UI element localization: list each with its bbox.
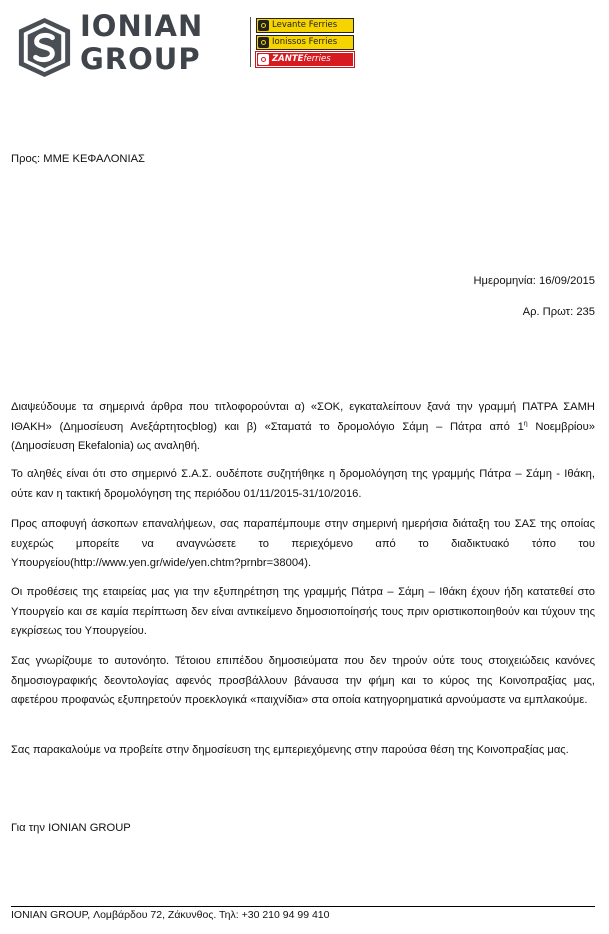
footer-divider: [11, 906, 595, 907]
recipient-line: Προς: ΜΜΕ ΚΕΦΑΛΟΝΙΑΣ: [11, 153, 145, 165]
footer-contact: IONIAN GROUP, Λομβάρδου 72, Ζάκυνθος. Τηλ: +30 210 94 99 410: [11, 909, 330, 921]
company-name-line1: IONIAN: [80, 9, 204, 43]
paragraph-request: Σας παρακαλούμε να προβείτε στην δημοσίευση της εμπεριεχόμενης στην παρούσα θέση της Κοινοπραξίας μας.: [11, 744, 569, 756]
letter-date: Ημερομηνία: 16/09/2015: [473, 275, 595, 287]
paragraph-intentions: Οι προθέσεις της εταιρείας μας για την εξυπηρέτηση της γραμμής Πάτρα – Σάμη – Ιθάκη έχουν ήδη κατατεθεί στο Υπουργείο και σε καμία περίπτωση δεν είναι αντικείμενο δημοσιοποίησής τους πριν οριστικοποιηθούν και τύχουν της εγκρίσεως του Υπουργείου.: [11, 586, 595, 637]
ionissos-ferries-badge: Ionissos Ferries: [256, 35, 354, 50]
protocol-number: Αρ. Πρωτ: 235: [522, 306, 595, 318]
header-divider: [250, 17, 251, 67]
levante-ferries-badge: Levante Ferries: [256, 18, 354, 33]
paragraph-denial: Διαψεύδουμε τα σημερινά άρθρα που τιτλοφορούνται α) «ΣΟΚ, εγκαταλείπουν ξανά την γραμμή ΠΑΤΡΑ ΣΑΜΗ ΙΘΑΚΗ» (Δημοσίευση Ανεξάρτητοςblog) και β) «Σταματά το δρομολόγιο Σάμη – Πάτρα από $1^\eta$ Νοεμβρίου» (Δημοσίευση Ekefalonia) ως αναληθή.: [11, 401, 595, 452]
ionian-group-emblem-icon: [13, 16, 76, 79]
signoff: Για την IONIAN GROUP: [11, 822, 131, 834]
ferry-logo-icon: [258, 37, 269, 48]
paragraph-agenda-reference: Προς αποφυγή άσκοπων επαναλήψεων, σας παραπέμπουμε στην σημερινή ημερήσια διάταξη του ΣΑΣ της οποίας ευχερώς μπορείτε να αναγνώσετε το περιεχόμενο από το διαδικτυακό τόπο του Υπουργείου(http://www.yen.gr/wide/yen.chtm?prnbr=38004).: [11, 518, 595, 569]
ferry-logo-icon: [258, 20, 269, 31]
paragraph-truth: Το αληθές είναι ότι στο σημερινό Σ.Α.Σ. ουδέποτε συζητήθηκε η δρομολόγηση της γραμμής Πάτρα – Σάμη - Ιθάκη, ούτε καν η τακτική δρομολόγηση της περιόδου 01/11/2015-31/10/2016.: [11, 468, 595, 500]
company-name-line2: GROUP: [80, 42, 201, 76]
zante-ferries-badge: ZANTEferries: [256, 52, 354, 67]
ferry-logo-icon: [258, 54, 269, 65]
paragraph-statement: Σας γνωρίζουμε το αυτονόητο. Τέτοιου επιπέδου δημοσιεύματα που δεν τηρούν ούτε τους στοιχειώδεις κανόνες δημοσιογραφικής δεοντολογίας αφενός προσβάλλουν βάναυσα την φήμη και το κύρος της Κοινοπραξίας μας, αφετέρου προφανώς εξυπηρετούν προεκλογικά «παιχνίδια» στα οποία κατηγορηματικά αρνούμαστε να εμπλακούμε.: [11, 655, 595, 706]
